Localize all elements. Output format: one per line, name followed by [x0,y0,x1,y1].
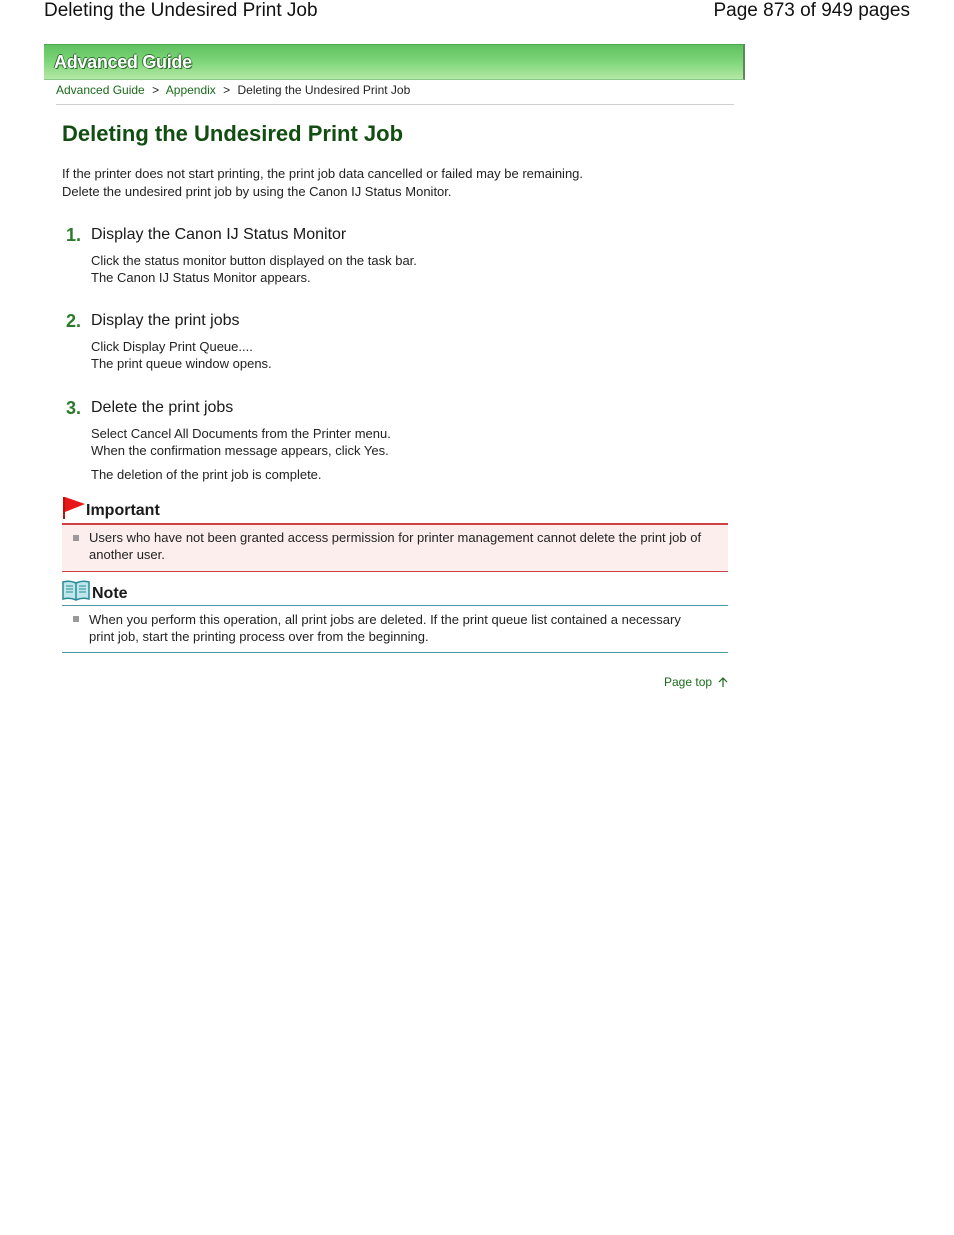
guide-bar [44,44,745,80]
step-title: Display the Canon IJ Status Monitor [91,226,347,243]
intro-line: Delete the undesired print job by using the Canon IJ Status Monitor. [62,184,452,199]
step-line: Click the status monitor button displayed on the task bar. [91,253,417,268]
breadcrumb-separator: > [223,83,231,97]
step-line: The print queue window opens. [91,356,272,371]
page-title: Deleting the Undesired Print Job [62,121,404,146]
step-body [91,252,417,286]
breadcrumb [56,83,410,97]
step-line: When the confirmation message appears, click Yes. [91,443,389,458]
intro-line: If the printer does not start printing, the print job data cancelled or failed may be remaining. [62,166,584,181]
step-number: 1. [66,225,82,245]
important-item: Users who have not been granted access permission for printer management cannot delete the print job of another user. [89,530,702,562]
bullet-icon [73,535,79,541]
breadcrumb-separator: > [152,83,160,97]
note-item: When you perform this operation, all print jobs are deleted. If the print queue list contained a necessary print job, start the printing process over from the beginning. [89,612,681,644]
important-box [62,523,728,572]
step-result: The deletion of the print job is complete. [91,467,322,482]
step-number: 3. [66,398,82,418]
step-line: The Canon IJ Status Monitor appears. [91,270,311,285]
red-flag-icon [62,496,86,520]
note-title: Note [92,585,128,602]
breadcrumb-appendix[interactable]: Appendix [165,83,216,97]
step-title: Display the print jobs [91,312,240,329]
guide-bar-label: Advanced Guide [54,52,192,72]
step-body [91,338,272,372]
page-top-link[interactable] [664,675,729,689]
step-number: 2. [66,311,82,331]
note-box [62,605,728,653]
page-header-count: Page 873 of 949 pages [713,0,910,21]
step-title: Delete the print jobs [91,399,234,416]
breadcrumb-divider [56,104,734,105]
step-body [91,425,391,483]
book-icon [62,580,90,602]
arrow-up-icon [717,676,729,688]
bullet-icon [73,616,79,622]
breadcrumb-advanced-guide[interactable]: Advanced Guide [56,83,145,97]
page-header-title: Deleting the Undesired Print Job [44,0,318,21]
intro-text [62,165,583,201]
page-top-label: Page top [664,675,713,689]
important-title: Important [86,502,160,519]
step-line: Select Cancel All Documents from the Printer menu. [91,426,391,441]
breadcrumb-current: Deleting the Undesired Print Job [237,83,411,97]
step-line: Click Display Print Queue.... [91,339,253,354]
